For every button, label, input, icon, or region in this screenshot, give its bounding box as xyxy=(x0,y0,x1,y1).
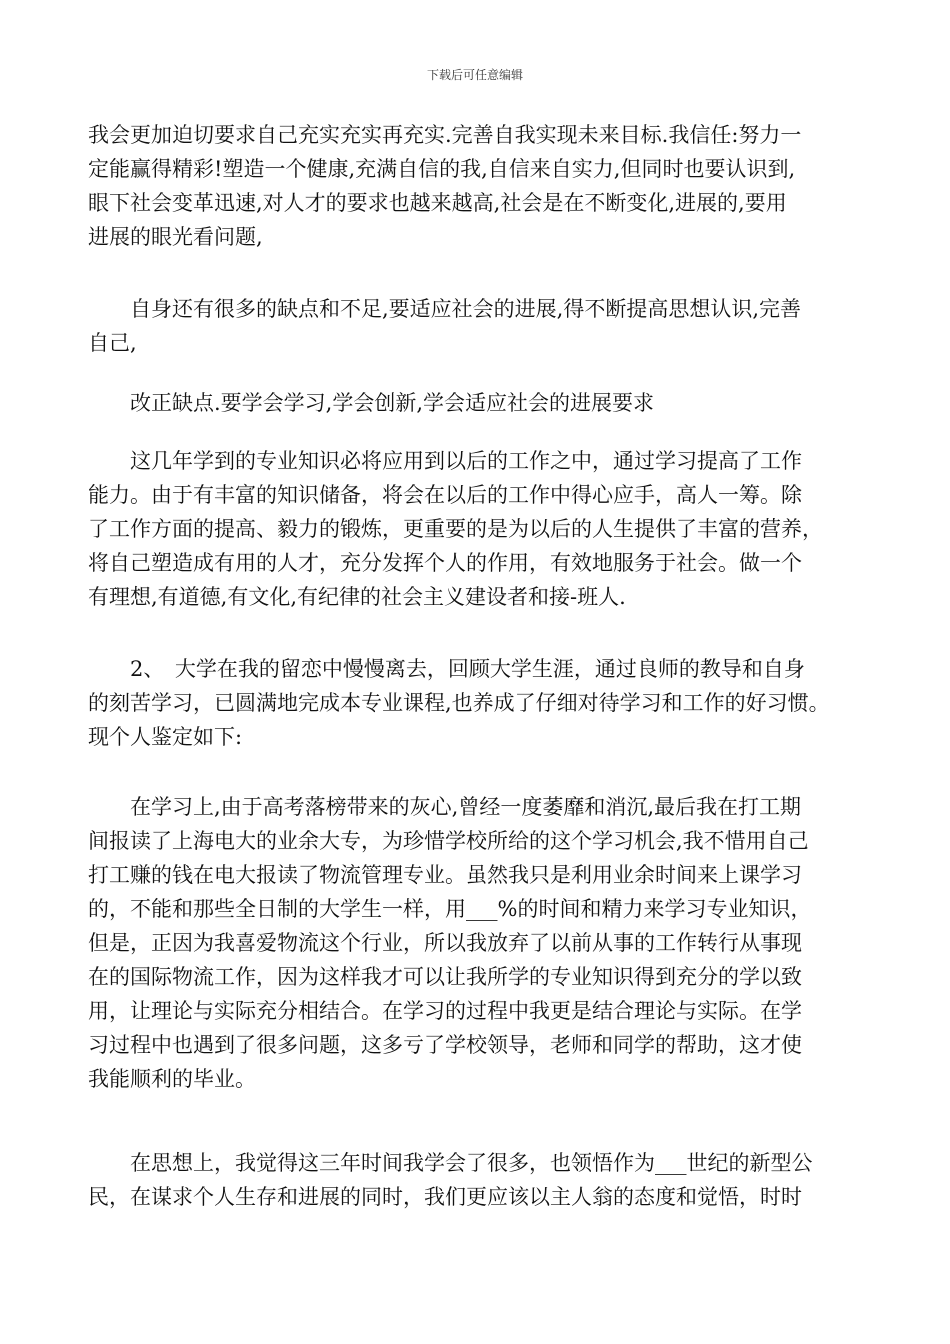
text-line: 的刻苦学习，已圆满地完成本专业课程,也养成了仔细对待学习和工作的好习惯。 xyxy=(88,691,830,715)
text-line: 这几年学到的专业知识必将应用到以后的工作之中，通过学习提高了工作 xyxy=(88,449,802,473)
paragraph-7 xyxy=(88,1146,868,1214)
text-line: 习过程中也遇到了很多问题，这多亏了学校领导，老师和同学的帮助，这才使 xyxy=(88,1033,802,1057)
text-line: 有理想,有道德,有文化,有纪律的社会主义建设者和接-班人. xyxy=(88,585,626,609)
text-line: 间报读了上海电大的业余大专，为珍惜学校所给的这个学习机会,我不惜用自己 xyxy=(88,829,809,853)
text-line: 的，不能和那些全日制的大学生一样，用___%的时间和精力来学习专业知识， xyxy=(88,897,812,921)
text-line: 能力。由于有丰富的知识储备，将会在以后的工作中得心应手，高人一筹。除 xyxy=(88,483,802,507)
text-line: 在的国际物流工作，因为这样我才可以让我所学的专业知识得到充分的学以致 xyxy=(88,965,802,989)
text-line: 2、 大学在我的留恋中慢慢离去，回顾大学生涯，通过良师的教导和自身 xyxy=(88,657,805,681)
paragraph-6 xyxy=(88,790,868,1096)
text-line: 在思想上，我觉得这三年时间我学会了很多，也领悟作为___世纪的新型公 xyxy=(88,1151,813,1175)
text-line: 用，让理论与实际充分相结合。在学习的过程中我更是结合理论与实际。在学 xyxy=(88,999,802,1023)
text-line: 改正缺点.要学会学习,学会创新,学会适应社会的进展要求 xyxy=(88,391,655,415)
text-line: 眼下社会变革迅速,对人才的要求也越来越高,社会是在不断变化,进展的,要用 xyxy=(88,191,787,215)
page-header: 下载后可任意编辑 xyxy=(426,68,523,82)
paragraph-1 xyxy=(88,118,868,254)
text-line: 进展的眼光看问题, xyxy=(88,225,263,249)
paragraph-3 xyxy=(88,386,868,420)
text-line: 自己, xyxy=(88,331,137,355)
text-line: 将自己塑造成有用的人才，充分发挥个人的作用，有效地服务于社会。做一个 xyxy=(88,551,802,575)
text-line: 我会更加迫切要求自己充实充实再充实.完善自我实现未来目标.我信任:努力一 xyxy=(88,123,802,147)
paragraph-4 xyxy=(88,444,868,614)
text-line: 民，在谋求个人生存和进展的同时，我们更应该以主人翁的态度和觉悟，时时 xyxy=(88,1185,802,1209)
paragraph-2 xyxy=(88,292,868,360)
text-line: 定能赢得精彩!塑造一个健康,充满自信的我,自信来自实力,但同时也要认识到, xyxy=(88,157,796,181)
text-line: 现个人鉴定如下: xyxy=(88,725,243,749)
text-line: 自身还有很多的缺点和不足,要适应社会的进展,得不断提高思想认识,完善 xyxy=(88,297,802,321)
text-line: 但是，正因为我喜爱物流这个行业，所以我放弃了以前从事的工作转行从事现 xyxy=(88,931,802,955)
paragraph-5 xyxy=(88,652,868,754)
text-line: 我能顺利的毕业。 xyxy=(88,1067,256,1091)
text-line: 打工赚的钱在电大报读了物流管理专业。虽然我只是利用业余时间来上课学习 xyxy=(88,863,802,887)
text-line: 了工作方面的提高、毅力的锻炼，更重要的是为以后的人生提供了丰富的营养， xyxy=(88,517,823,541)
text-line: 在学习上,由于高考落榜带来的灰心,曾经一度萎靡和消沉,最后我在打工期 xyxy=(88,795,802,819)
